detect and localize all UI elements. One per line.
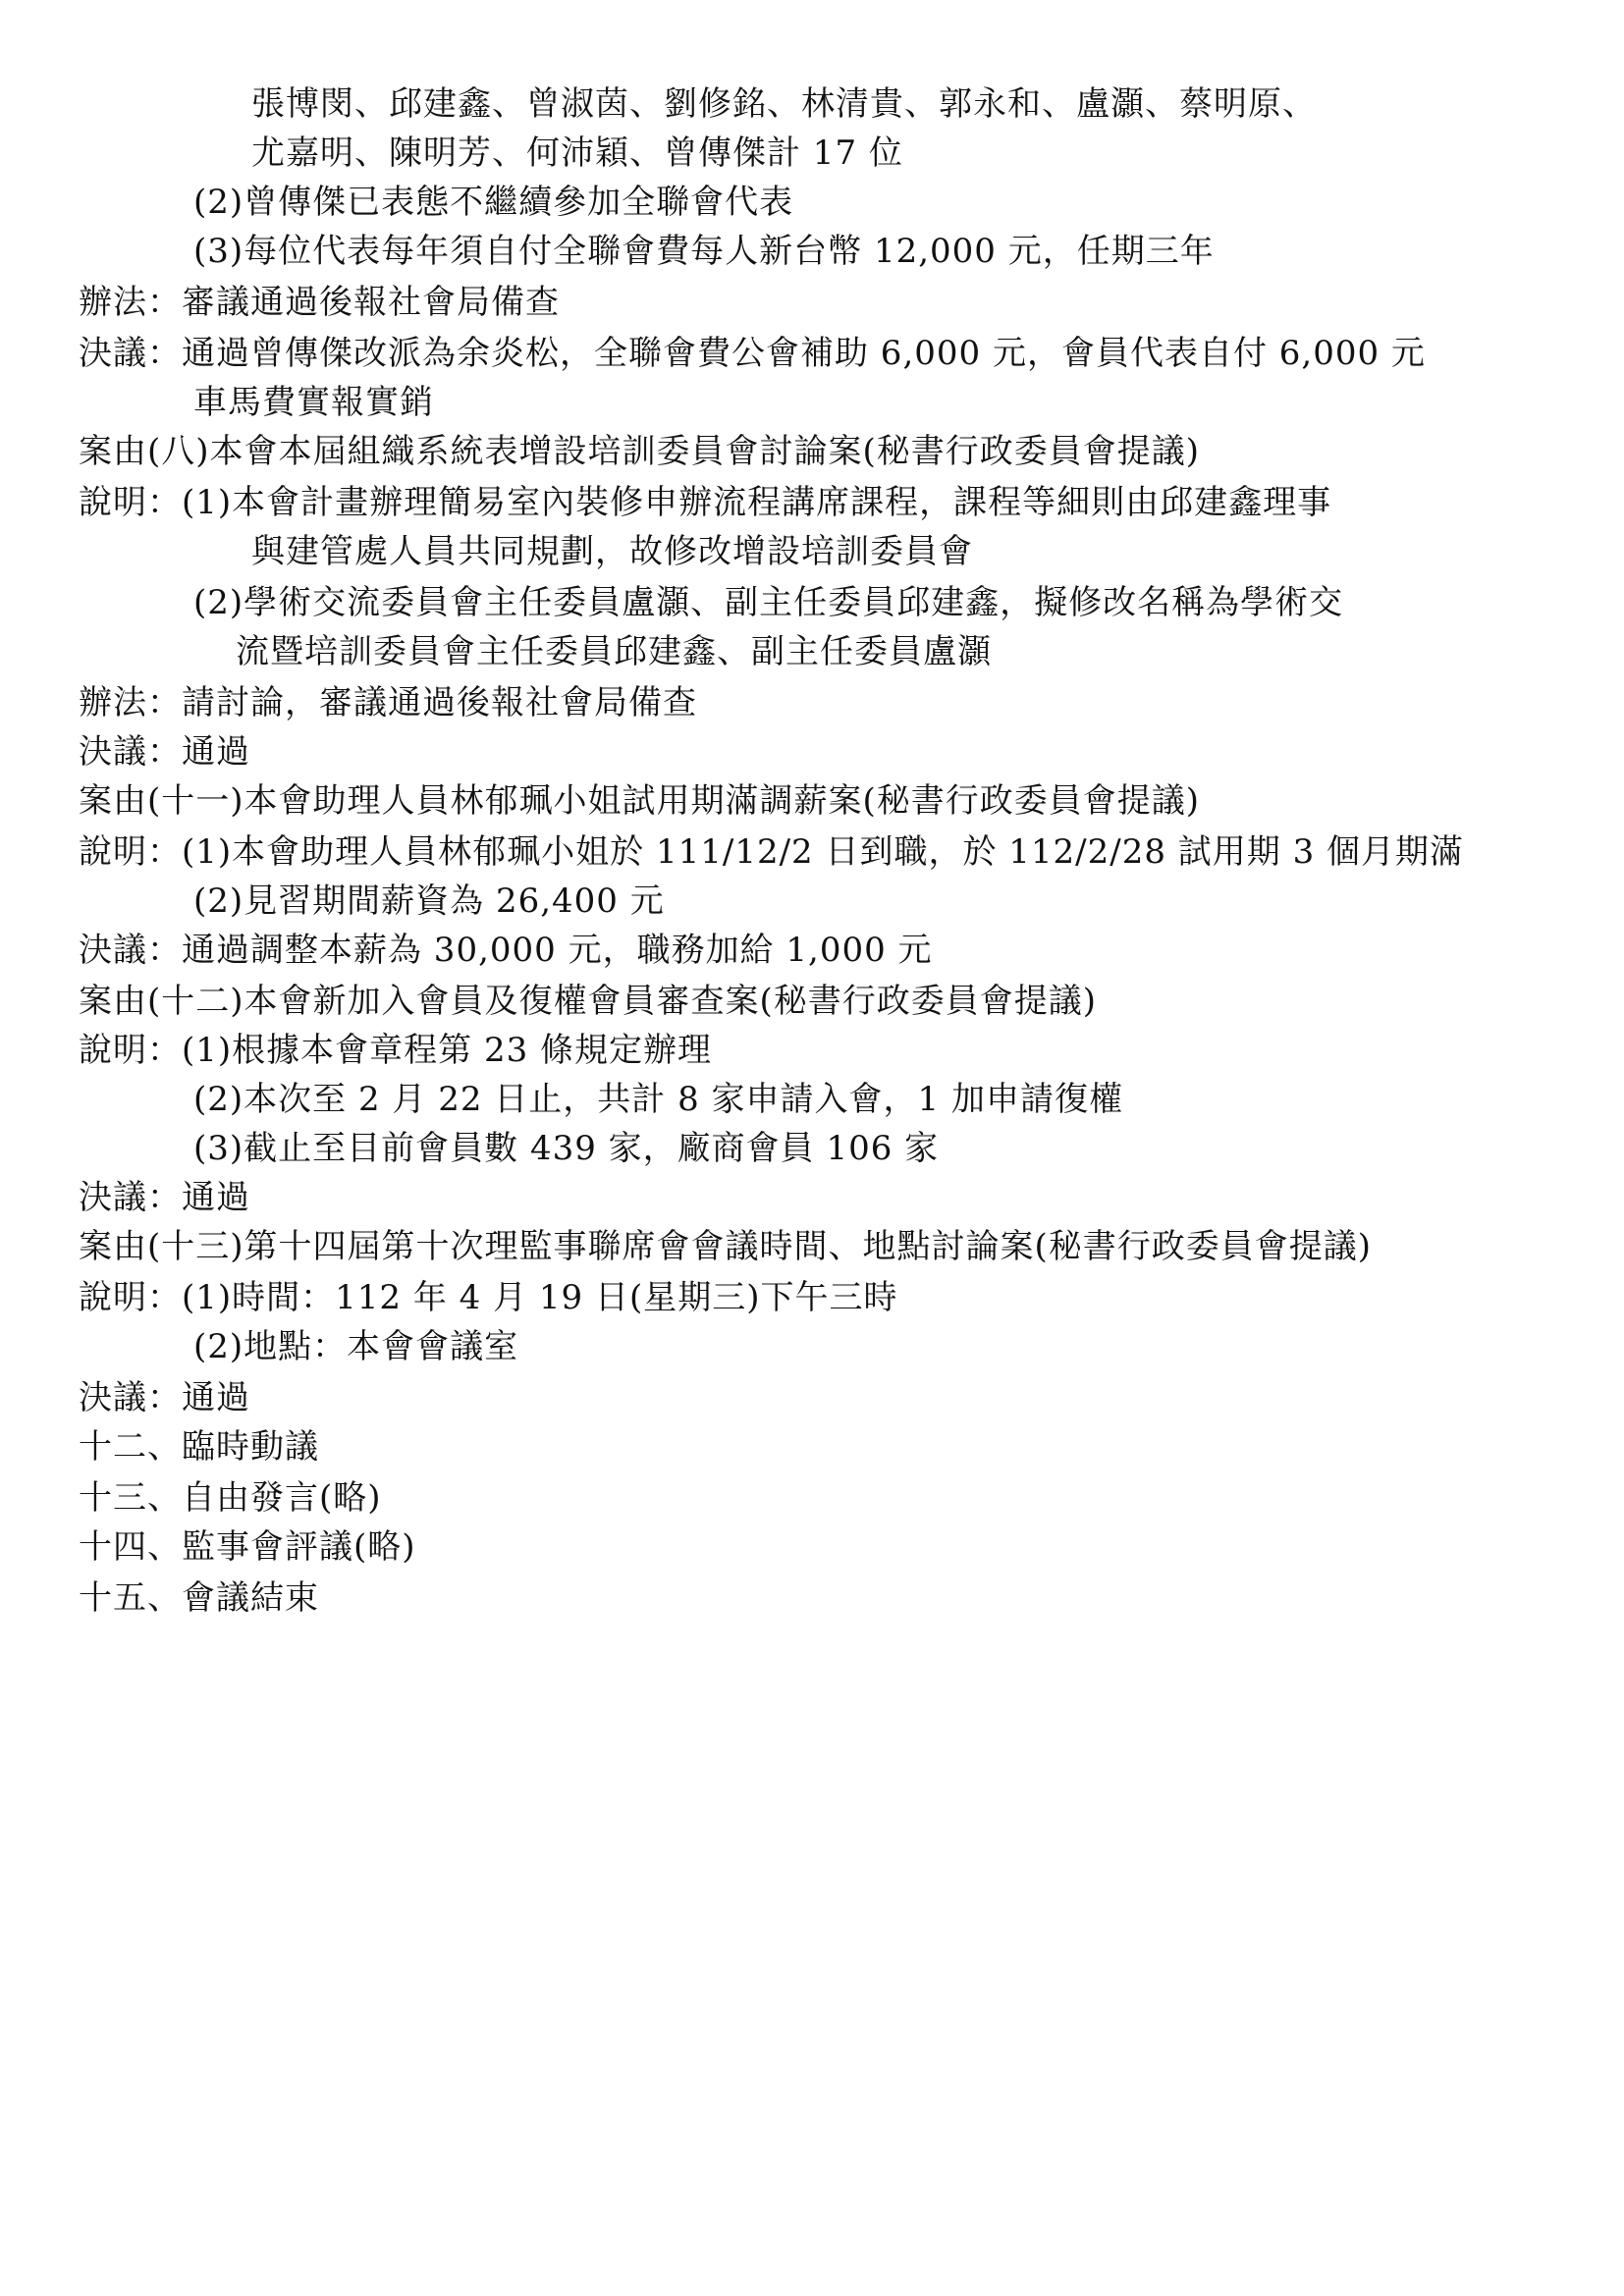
section-heading: 案由(十二)本會新加入會員及復權會員審查案(秘書行政委員會提議)	[79, 982, 1098, 1021]
text-line: 決議：通過曾傳傑改派為余炎松，全聯會費公會補助 6,000 元，會員代表自付 6,000 元	[79, 334, 1426, 373]
text-line: (2)本次至 2 月 22 日止，共計 8 家申請入會，1 加申請復權	[193, 1080, 1123, 1119]
text-line: 說明：(1)根據本會章程第 23 條規定辦理	[79, 1031, 713, 1070]
text-line: 辦法：審議通過後報社會局備查	[79, 283, 560, 322]
text-line: 決議：通過調整本薪為 30,000 元，職務加給 1,000 元	[79, 931, 933, 970]
text-line: (3)截止至目前會員數 439 家，廠商會員 106 家	[193, 1129, 940, 1168]
agenda-item: 十四、監事會評議(略)	[79, 1527, 416, 1567]
section-heading: 案由(十三)第十四屆第十次理監事聯席會會議時間、地點討論案(秘書行政委員會提議)	[79, 1227, 1373, 1266]
text-line: (2)曾傳傑已表態不繼續參加全聯會代表	[193, 183, 794, 222]
text-line: 決議：通過	[79, 732, 250, 772]
section-heading: 案由(十一)本會助理人員林郁珮小姐試用期滿調薪案(秘書行政委員會提議)	[79, 781, 1201, 821]
text-line: 車馬費實報實銷	[193, 383, 434, 422]
text-line: 張博閔、邱建鑫、曾淑茵、劉修銘、林清貴、郭永和、盧灝、蔡明原、	[251, 84, 1317, 124]
text-line: (2)地點：本會會議室	[193, 1327, 519, 1366]
text-line: 尤嘉明、陳明芳、何沛穎、曾傳傑計 17 位	[251, 133, 903, 173]
text-line: 說明：(1)本會助理人員林郁珮小姐於 111/12/2 日到職，於 112/2/28 試用期 3 個月期滿	[79, 832, 1465, 872]
text-line: 說明：(1)本會計畫辦理簡易室內裝修申辦流程講席課程，課程等細則由邱建鑫理事	[79, 483, 1332, 522]
text-line: 決議：通過	[79, 1378, 250, 1417]
text-line: 決議：通過	[79, 1178, 250, 1217]
text-line: (2)學術交流委員會主任委員盧灝、副主任委員邱建鑫，擬修改名稱為學術交	[193, 583, 1344, 622]
section-heading: 案由(八)本會本屆組織系統表增設培訓委員會討論案(秘書行政委員會提議)	[79, 432, 1201, 471]
text-line: 說明：(1)時間：112 年 4 月 19 日(星期三)下午三時	[79, 1278, 898, 1317]
agenda-item: 十二、臨時動議	[79, 1427, 319, 1467]
text-line: 流暨培訓委員會主任委員邱建鑫、副主任委員盧灝	[236, 632, 992, 671]
text-line: 辦法：請討論，審議通過後報社會局備查	[79, 683, 697, 722]
text-line: 與建管處人員共同規劃，故修改增設培訓委員會	[251, 532, 973, 571]
agenda-item: 十五、會議結束	[79, 1578, 319, 1618]
text-line: (3)每位代表每年須自付全聯會費每人新台幣 12,000 元，任期三年	[193, 232, 1215, 271]
agenda-item: 十三、自由發言(略)	[79, 1478, 382, 1518]
text-line: (2)見習期間薪資為 26,400 元	[193, 881, 665, 921]
